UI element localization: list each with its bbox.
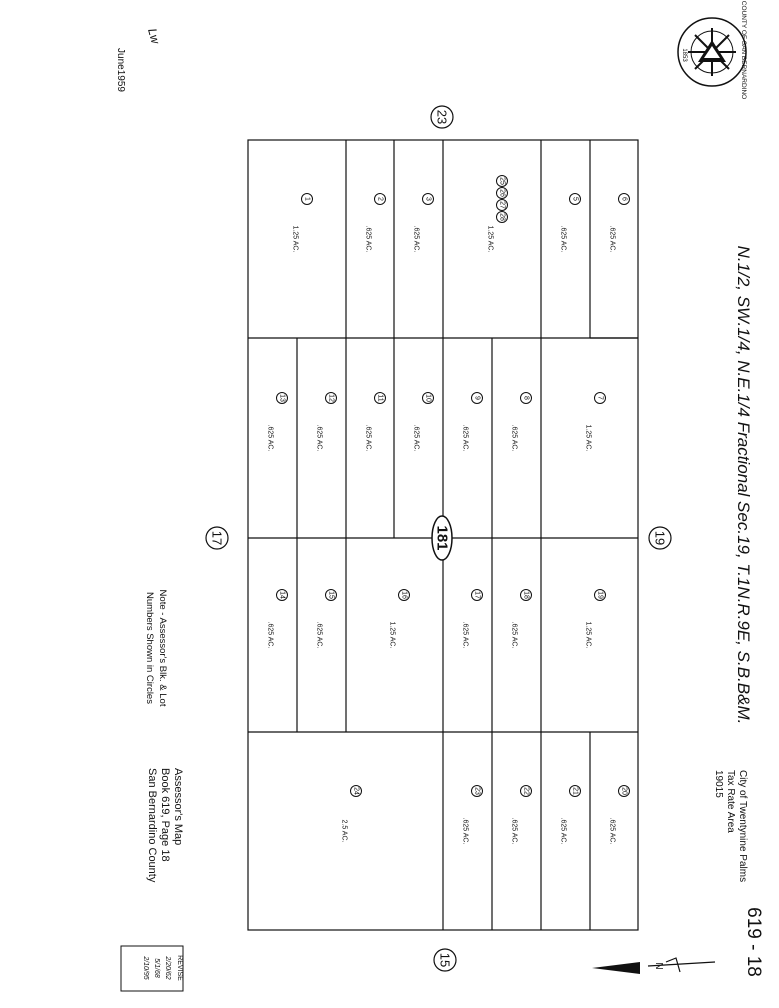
parcel-area: .625 AC. xyxy=(364,225,372,253)
revision-entry: 5/1/68 xyxy=(153,958,160,978)
parcel-area: .625 AC. xyxy=(412,225,420,253)
parcel xyxy=(316,590,337,649)
parcel-area: 1.25 AC. xyxy=(584,621,592,649)
parcel xyxy=(487,176,508,253)
north-label: N xyxy=(653,962,664,970)
parcel-number: 14 xyxy=(278,591,286,599)
adjoining-page-west xyxy=(431,106,453,128)
parcel-area: .625 AC. xyxy=(412,424,420,452)
parcel-area: .625 AC. xyxy=(559,817,567,845)
parcel xyxy=(267,590,288,649)
parcel-number: 24 xyxy=(352,787,360,795)
map-caption-line3: San Bernardino County xyxy=(146,768,158,883)
parcel-number: 23 xyxy=(473,787,481,795)
parcel-number: 16 xyxy=(400,591,408,599)
parcel-number: 25 xyxy=(498,177,506,185)
parcel-number: 22 xyxy=(522,787,530,795)
parcel-number: 15 xyxy=(327,591,335,599)
parcel xyxy=(341,786,362,843)
parcel-area: .625 AC. xyxy=(608,225,616,253)
parcel xyxy=(365,393,386,452)
parcel-area: .625 AC. xyxy=(364,424,372,452)
adjoining-page-north xyxy=(649,527,671,549)
parcel xyxy=(511,590,532,649)
parcel-number: 2 xyxy=(376,197,384,201)
legend-note-line2: Numbers Shown in Circles xyxy=(144,592,155,704)
parcel xyxy=(413,393,434,452)
parcel-area: .625 AC. xyxy=(315,424,323,452)
seal-year: 1853 xyxy=(681,48,687,62)
parcel-area: .625 AC. xyxy=(461,817,469,845)
initials: Lw xyxy=(145,26,163,46)
parcels-layer xyxy=(267,176,630,845)
parcel-area: 2.5 AC. xyxy=(340,819,348,843)
parcel-number: 3 xyxy=(424,197,432,201)
parcel-number: 18 xyxy=(522,591,530,599)
parcel-number: 20 xyxy=(620,787,628,795)
map-title: N.1/2, SW.1/4, N.E.1/4 Fractional Sec.19, T.1N.R.9E, S.B.B&M. xyxy=(734,245,753,725)
parcel-number: 7 xyxy=(596,396,604,400)
tax-rate-code: 19015 xyxy=(713,770,724,798)
parcel-number: 17 xyxy=(473,591,481,599)
parcel xyxy=(462,590,483,649)
parcel-area: .625 AC. xyxy=(608,817,616,845)
page-number: 619 - 18 xyxy=(743,907,764,977)
parcel-area: 1.25 AC. xyxy=(486,225,494,253)
parcel-number: 26 xyxy=(498,189,506,197)
parcel xyxy=(560,786,581,845)
revision-title: REVISE xyxy=(176,955,183,981)
parcel-area: .625 AC. xyxy=(510,424,518,452)
date-note: June1959 xyxy=(115,48,126,92)
parcel xyxy=(585,393,606,452)
parcel-number: 1 xyxy=(303,197,311,201)
parcel-number: 8 xyxy=(522,396,530,400)
map-caption-line1: Assessor's Map xyxy=(172,768,184,846)
parcel xyxy=(267,393,288,452)
parcel-number: 13 xyxy=(278,394,286,402)
parcel xyxy=(316,393,337,452)
adjoining-page-east xyxy=(434,949,456,971)
parcel xyxy=(389,590,410,649)
parcel-area: 1.25 AC. xyxy=(291,225,299,253)
parcel xyxy=(511,393,532,452)
seal-text: COUNTY OF SAN BERNARDINO xyxy=(740,0,747,100)
svg-text:23: 23 xyxy=(434,109,450,125)
svg-text:17: 17 xyxy=(209,530,225,546)
parcel-area: .625 AC. xyxy=(510,621,518,649)
north-arrow-icon xyxy=(592,962,640,974)
parcel-number: 6 xyxy=(620,197,628,201)
parcel xyxy=(462,786,483,845)
parcel xyxy=(462,393,483,452)
parcel xyxy=(585,590,606,649)
parcel-area: .625 AC. xyxy=(510,817,518,845)
north-arrow xyxy=(592,958,715,974)
legend-note-line1: Note - Assessor's Blk. & Lot xyxy=(157,589,168,707)
svg-text:181: 181 xyxy=(433,525,451,551)
parcel-number: 27 xyxy=(498,201,506,209)
svg-text:15: 15 xyxy=(437,952,453,968)
parcel-area: 1.25 AC. xyxy=(388,621,396,649)
parcel-area: .625 AC. xyxy=(461,424,469,452)
parcel xyxy=(560,194,581,253)
parcel-area: .625 AC. xyxy=(315,621,323,649)
parcel xyxy=(609,786,630,845)
parcel-number: 5 xyxy=(571,197,579,201)
county-seal xyxy=(678,1,747,99)
parcel-area: .625 AC. xyxy=(266,621,274,649)
adjoining-page-south xyxy=(206,527,228,549)
block-number xyxy=(432,516,452,560)
tax-rate-line: Tax Rate Area xyxy=(725,770,736,833)
svg-text:19: 19 xyxy=(652,530,668,546)
parcel-number: 19 xyxy=(596,591,604,599)
parcel-number: 9 xyxy=(473,396,481,400)
revision-entry: 2/20/62 xyxy=(164,956,171,980)
parcel xyxy=(511,786,532,845)
parcel-area: .625 AC. xyxy=(266,424,274,452)
parcel-area: .625 AC. xyxy=(461,621,469,649)
parcel-number: 21 xyxy=(571,787,579,795)
revision-entry: 2/10/95 xyxy=(142,956,149,980)
parcel-number: 10 xyxy=(424,394,432,402)
map-caption-line2: Book 619, Page 18 xyxy=(159,768,171,862)
parcel-area: .625 AC. xyxy=(559,225,567,253)
parcel xyxy=(413,194,434,253)
city-line: City of Twentynine Palms xyxy=(737,770,748,883)
parcel-area: 1.25 AC. xyxy=(584,424,592,452)
revision-box xyxy=(121,946,183,991)
parcel-number: 28 xyxy=(498,213,506,221)
parcel-number: 12 xyxy=(327,394,335,402)
parcel xyxy=(292,194,313,253)
parcel xyxy=(365,194,386,253)
parcel xyxy=(609,194,630,253)
parcel-number: 11 xyxy=(376,394,384,402)
